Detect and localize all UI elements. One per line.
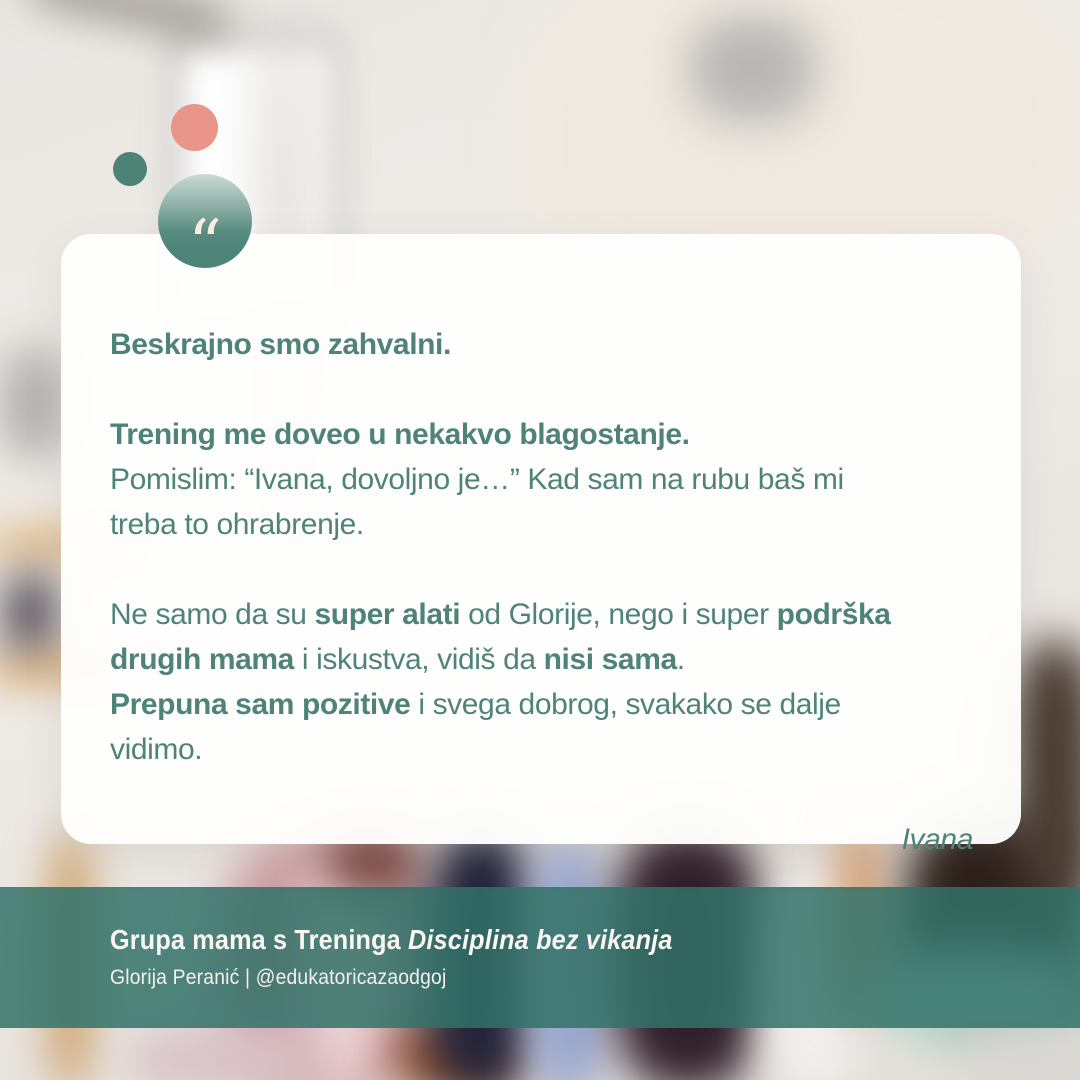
quote-paragraph: Ne samo da su super alati od Glorije, nego i super podrška drugih mama i iskustva, vidiš da nisi sama. Prepuna sam pozitive i svega dobrog, svakako se dalje vidimo. — [110, 598, 891, 766]
bg-person-blur — [130, 1025, 320, 1080]
quote-paragraph: Trening me doveo u nekakvo blagostanje. Pomislim: “Ivana, dovoljno je…” Kad sam na rubu baš mi treba to ohrabrenje. — [110, 418, 844, 541]
author-handle: Glorija Peranić | @edukatoricazaodgoj — [110, 966, 447, 989]
decorative-teal-dot — [113, 152, 147, 186]
quote-paragraph: Beskrajno smo zahvalni. — [110, 328, 451, 361]
program-title: Grupa mama s Treninga Disciplina bez vikanja — [110, 924, 673, 955]
bg-pendant-lamp — [690, 16, 815, 122]
bg-curtain-rod — [30, 0, 231, 37]
bg-picture-frame — [2, 572, 58, 652]
testimonial-card — [61, 234, 1021, 856]
bg-wall-clock — [0, 348, 68, 458]
footer-banner — [0, 887, 1080, 1028]
quotation-marks-icon: “ — [188, 206, 222, 283]
quote-attribution: Ivana — [901, 823, 973, 856]
decorative-salmon-dot — [171, 104, 218, 151]
quote-mark-badge — [158, 174, 252, 283]
bg-person-blur — [960, 1030, 1080, 1080]
